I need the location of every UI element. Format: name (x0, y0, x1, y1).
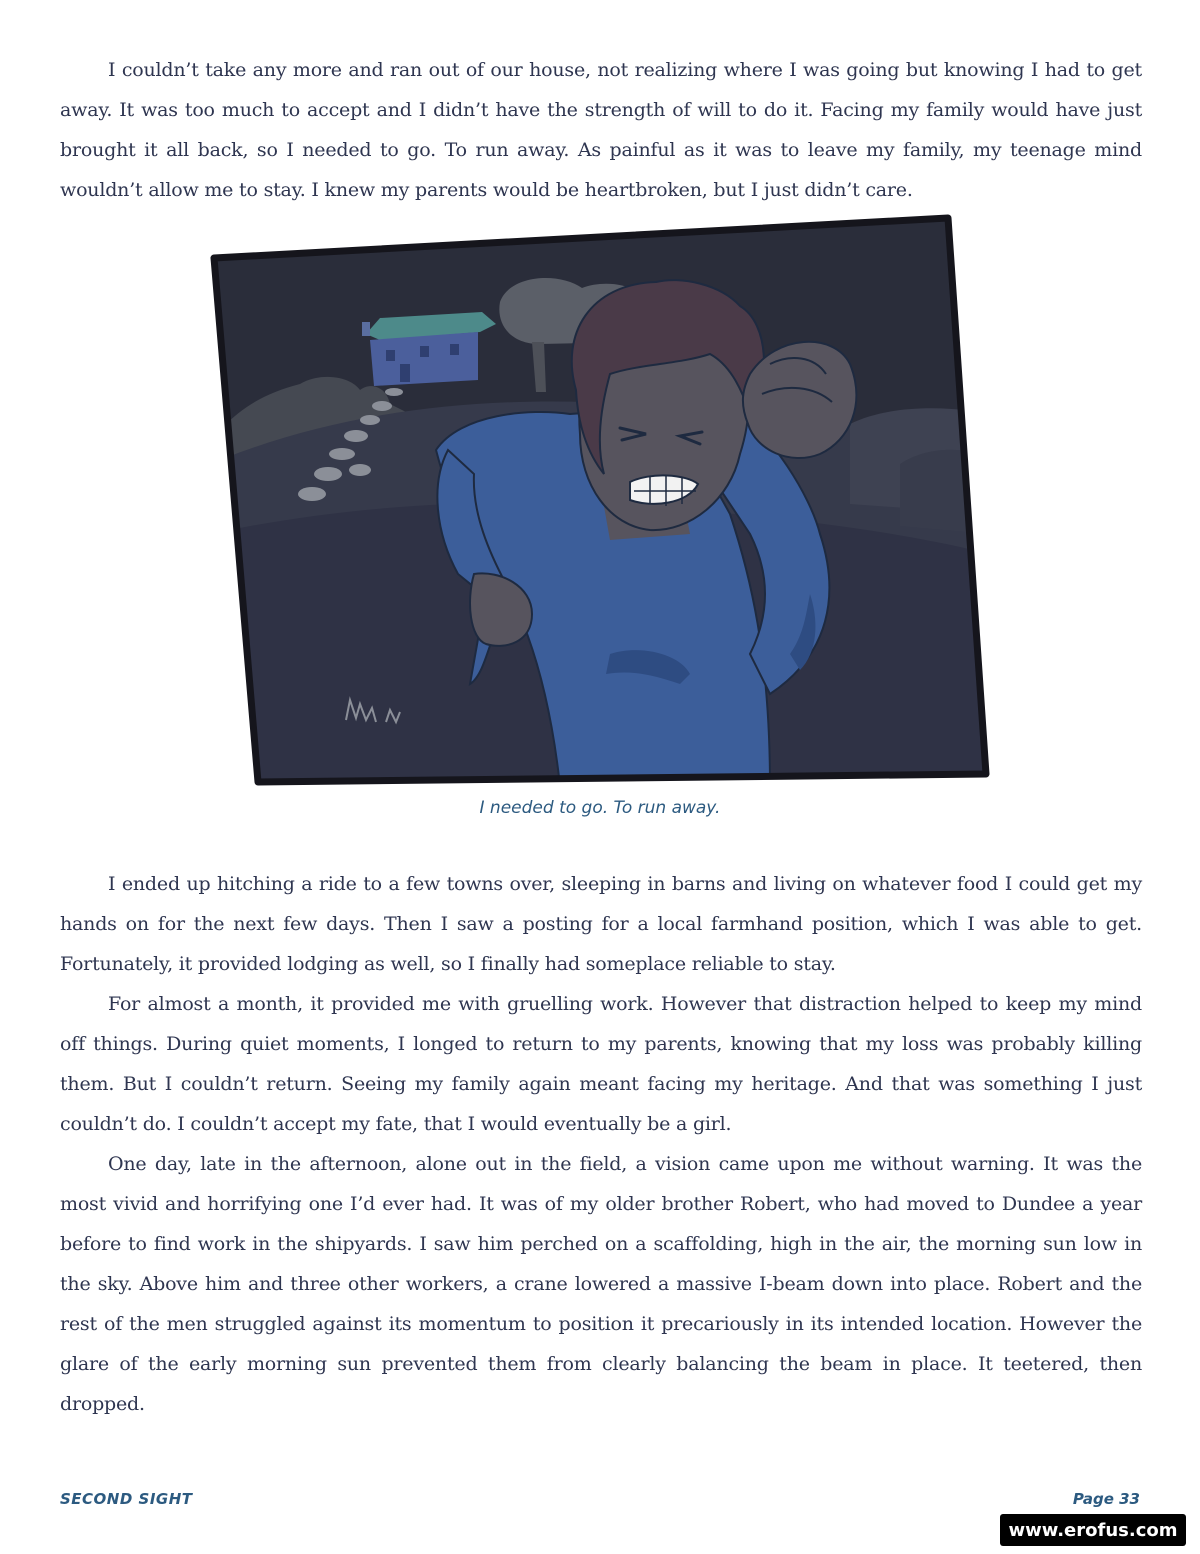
book-title: SECOND SIGHT (60, 1490, 193, 1508)
figure-caption: I needed to go. To run away. (479, 798, 721, 818)
page-number: Page 33 (1072, 1490, 1140, 1508)
watermark-logo (1000, 1514, 1186, 1546)
paragraph-4: One day, late in the afternoon, alone out in the field, a vision came upon me without warning. It was the most vivid and horrifying one I’d ever had. It was of my older brother Robert, who had moved to Dundee a year before to find work in the shipyards. I saw him perched on a scaffolding, high in the air, the morning sun low in the sky. Above him and three other workers, a crane lowered a massive I-beam down into place. Robert and the rest of the men struggled against its momentum to position it precariously in its intended location. However the glare of the early morning sun prevented them from clearly balancing the beam in place. It teetered, then dropped. (60, 1153, 1142, 1415)
watermark (1000, 1514, 1186, 1546)
paragraph-3: For almost a month, it provided me with gruelling work. However that distraction helped to keep my mind off things. During quiet moments, I longed to return to my parents, knowing that my loss was probably killing them. But I couldn’t return. Seeing my family again meant facing my heritage. And that was something I just couldn’t do. I couldn’t accept my fate, that I would eventually be a girl. (60, 993, 1142, 1135)
comic-panel-illustration (210, 214, 990, 786)
svg-text:www.erofus.com: www.erofus.com (1008, 1520, 1178, 1541)
house-shape (362, 312, 496, 386)
paragraph-1: I couldn’t take any more and ran out of our house, not realizing where I was going but knowing I had to get away. It was too much to accept and I didn’t have the strength of will to do it. Facing my family would have just brought it all back, so I needed to go. To run away. As painful as it was to leave my family, my teenage mind wouldn’t allow me to stay. I knew my parents would be heartbroken, but I just didn’t care. (60, 59, 1142, 201)
paragraph-2: I ended up hitching a ride to a few towns over, sleeping in barns and living on whatever food I could get my hands on for the next few days. Then I saw a posting for a local farmhand position, which I was able to get. Fortunately, it provided lodging as well, so I finally had someplace reliable to stay. (60, 873, 1142, 975)
